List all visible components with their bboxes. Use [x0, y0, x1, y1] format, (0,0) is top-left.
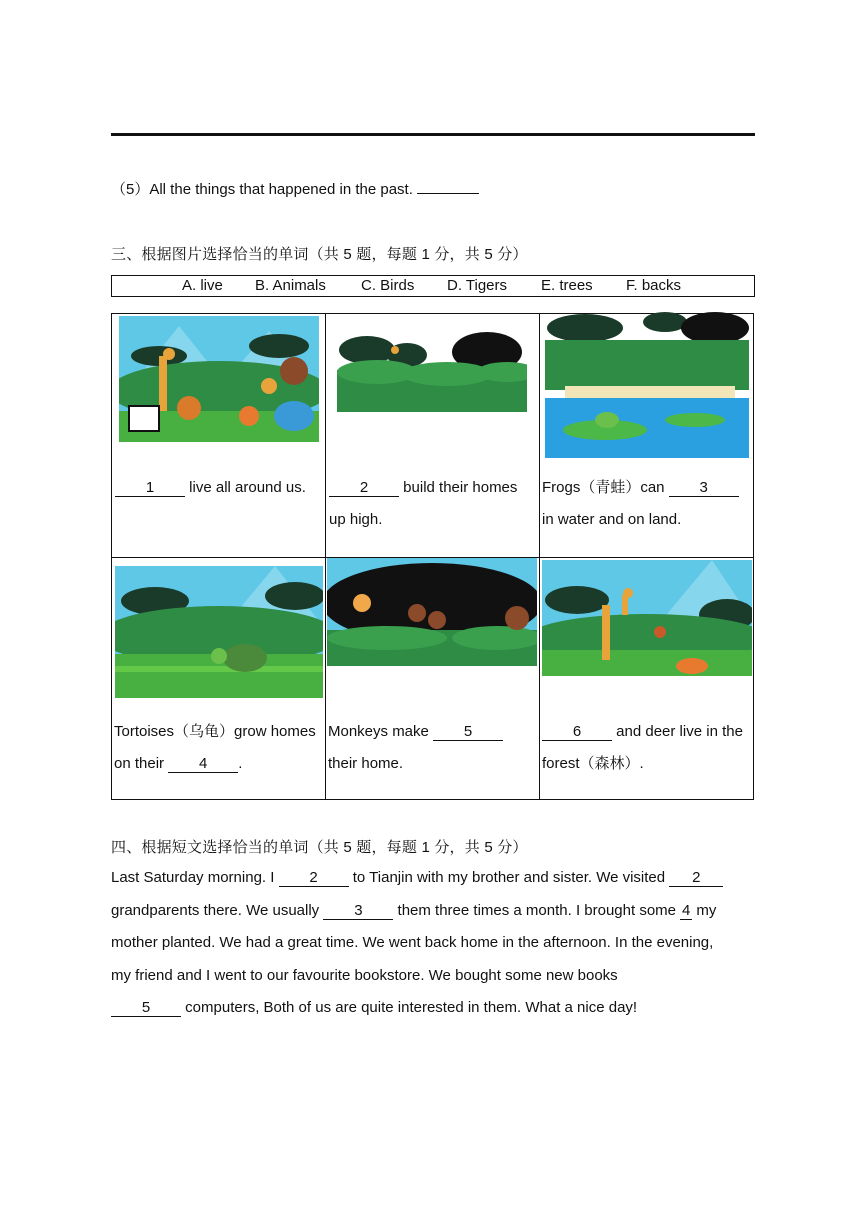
option-b: B. Animals: [255, 277, 326, 294]
passage-text: grandparents there. We usually: [111, 902, 320, 919]
monkeys-picture: [327, 558, 537, 666]
passage-text: them three times a month. I brought some: [397, 902, 676, 919]
passage-line-5: [111, 999, 637, 1017]
cell-4-line-2: [114, 756, 242, 773]
passage-blank-5[interactable]: 5: [111, 1000, 181, 1017]
passage-text: my: [696, 902, 717, 919]
option-e: E. trees: [541, 277, 593, 294]
cell-6-text: and deer live in the: [616, 723, 743, 740]
option-a: A. live: [182, 277, 223, 294]
answer-blank-6[interactable]: 6: [542, 724, 612, 741]
word-options: [111, 275, 755, 297]
cell-2-text: build their homes: [403, 479, 518, 496]
option-d: D. Tigers: [447, 277, 508, 294]
passage-blank-4[interactable]: 4: [682, 902, 691, 919]
cell-5-line-1: [328, 724, 503, 741]
cell-5-line-2: their home.: [328, 755, 404, 772]
cell-6-line-2: forest（森林）.: [542, 755, 644, 772]
passage-text: to Tianjin with my brother and sister. We visited: [352, 869, 666, 886]
cell-4-text: on their: [114, 755, 165, 772]
passage-blank-1[interactable]: 2: [279, 870, 349, 887]
cell-6-line-1: [542, 724, 743, 741]
cell-2-line-1: [329, 480, 517, 497]
passage-text: Last Saturday morning. I: [111, 869, 275, 886]
cell-1-line-1: [115, 480, 306, 497]
passage-line-3: mother planted. We had a great time. We went back home in the afternoon. In the evening,: [111, 934, 714, 951]
answer-blank-3[interactable]: 3: [669, 480, 739, 497]
question-5: [111, 178, 479, 199]
section-4-heading: 四、根据短文选择恰当的单词（共 5 题，每题 1 分，共 5 分）: [111, 839, 528, 856]
passage-blank-2[interactable]: 2: [669, 870, 723, 887]
cell-5-text: Monkeys make: [328, 723, 429, 740]
answer-blank-2[interactable]: 2: [329, 480, 399, 497]
question-5-blank[interactable]: [417, 193, 479, 194]
answer-blank-1[interactable]: 1: [115, 480, 185, 497]
passage-blank-3[interactable]: 3: [323, 903, 393, 920]
forest-picture: [542, 560, 752, 676]
option-c: C. Birds: [361, 277, 415, 294]
section-3-heading: 三、根据图片选择恰当的单词（共 5 题，每题 1 分，共 5 分）: [111, 246, 528, 263]
cell-2-line-2: up high.: [329, 511, 383, 528]
passage-text: computers, Both of us are quite interested in them. What a nice day!: [185, 999, 638, 1016]
cell-3-line-2: in water and on land.: [542, 511, 682, 528]
passage-line-1: [111, 869, 723, 887]
passage-line-4: my friend and I went to our favourite bookstore. We bought some new books: [111, 967, 618, 984]
passage-line-2: [111, 902, 716, 920]
picture-grid: [111, 313, 754, 800]
cell-4-line-1: Tortoises（乌龟）grow homes: [114, 723, 316, 740]
cell-1-text: live all around us.: [189, 479, 306, 496]
question-5-text: （5）All the things that happened in the past.: [111, 181, 413, 198]
animals-picture: [119, 316, 319, 442]
answer-blank-4[interactable]: 4: [168, 756, 238, 773]
frog-picture: [545, 308, 749, 458]
tortoise-picture: [115, 566, 323, 698]
answer-blank-5[interactable]: 5: [433, 724, 503, 741]
option-f: F. backs: [626, 277, 682, 294]
birds-picture: [337, 330, 527, 412]
cell-3-text: Frogs（青蛙）can: [542, 479, 665, 496]
cell-4-period: .: [238, 755, 243, 772]
cell-3-line-1: [542, 480, 739, 497]
header-rule: [111, 133, 755, 136]
